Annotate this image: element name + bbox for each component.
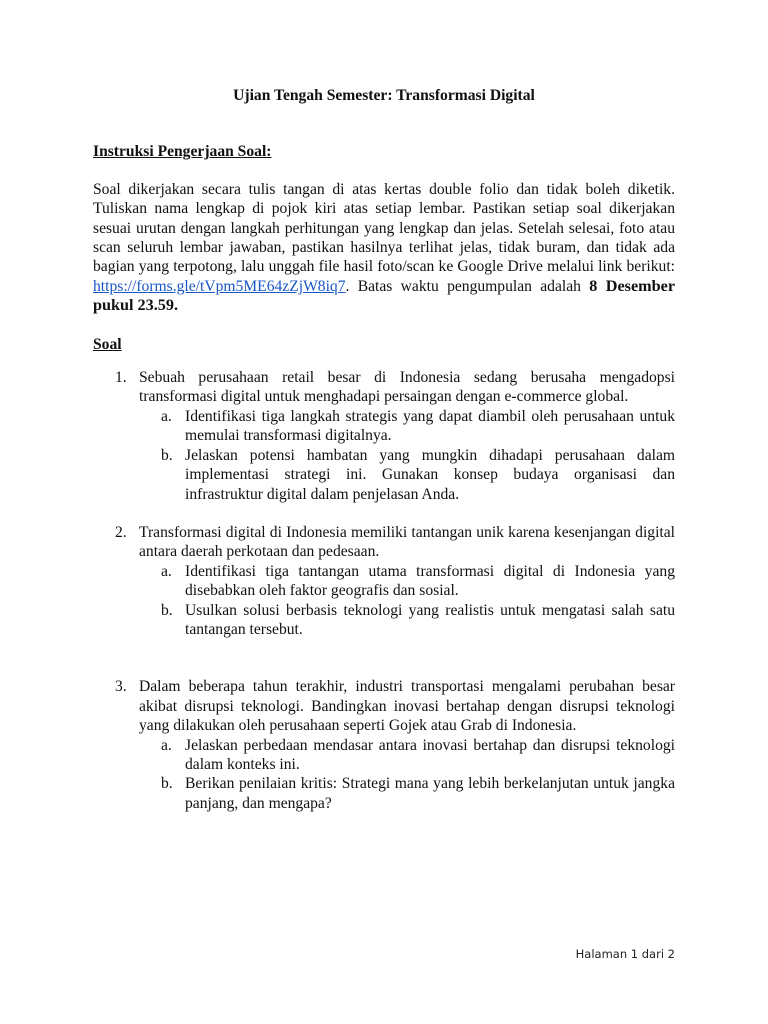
instructions-paragraph (93, 180, 675, 316)
page-number-footer: Halaman 1 dari 2 (575, 947, 675, 961)
instructions-heading: Instruksi Pengerjaan Soal: (93, 143, 272, 161)
deadline-text: 8 Desember pukul 23.59. (93, 276, 676, 315)
sub-question-letter: b. (161, 446, 173, 464)
sub-question-list (139, 562, 675, 640)
sub-question-letter: a. (161, 736, 172, 754)
sub-question-letter: b. (161, 601, 173, 619)
sub-question-text: Jelaskan perbedaan mendasar antara inovasi bertahap dan disrupsi teknologi dalam konteks ini. (185, 736, 675, 773)
instructions-text-before-link: Soal dikerjakan secara tulis tangan di atas kertas double folio dan tidak boleh diketik. Tuliskan nama lengkap di pojok kiri atas setiap lembar. Pastikan setiap soal dikerjakan sesuai urutan dengan langkah perhitungan yang lengkap dan jelas. Setelah selesai, foto atau scan seluruh lembar jawaban, pastikan hasilnya terlihat jelas, tidak buram, dan tidak ada bagian yang terpotong, lalu unggah file hasil foto/scan ke Google Drive melalui link berikut: (93, 180, 675, 276)
sub-question-1b (139, 446, 675, 504)
question-number: 2. (115, 523, 127, 541)
sub-question-list (139, 736, 675, 814)
sub-question-letter: b. (161, 775, 173, 793)
question-number: 3. (115, 678, 127, 696)
submission-link[interactable]: https://forms.gle/tVpm5ME64zZjW8iq7 (93, 277, 346, 295)
sub-question-2b (139, 601, 675, 640)
question-text: Transformasi digital di Indonesia memiliki tantangan unik karena kesenjangan digital antara daerah perkotaan dan pedesaan. (139, 523, 675, 561)
sub-question-list (139, 407, 675, 504)
question-1 (93, 368, 675, 504)
question-text: Dalam beberapa tahun terakhir, industri transportasi mengalami perubahan besar akibat disrupsi teknologi. Bandingkan inovasi bertahap dengan disrupsi teknologi yang dilakukan oleh perusahaan seperti Gojek atau Grab di Indonesia. (139, 678, 675, 735)
document-body (93, 86, 675, 813)
sub-question-1a (139, 407, 675, 446)
instructions-text-after-link: . Batas waktu pengumpulan adalah (345, 277, 590, 295)
sub-question-letter: a. (161, 407, 172, 425)
sub-question-text: Usulkan solusi berbasis teknologi yang realistis untuk mengatasi salah satu tantangan tersebut. (185, 601, 675, 638)
sub-question-letter: a. (161, 562, 172, 580)
question-list (93, 368, 675, 813)
sub-question-text: Berikan penilaian kritis: Strategi mana yang lebih berkelanjutan untuk jangka panjang, dan mengapa? (185, 775, 675, 812)
sub-question-text: Identifikasi tiga tantangan utama transformasi digital di Indonesia yang disebabkan oleh faktor geografis dan sosial. (185, 562, 675, 600)
sub-question-3b (139, 774, 675, 813)
question-3 (93, 677, 675, 813)
sub-question-text: Identifikasi tiga langkah strategis yang dapat diambil oleh perusahaan untuk memulai transformasi digitalnya. (185, 407, 675, 445)
sub-question-3a (139, 736, 675, 775)
sub-question-2a (139, 562, 675, 601)
document-title: Ujian Tengah Semester: Transformasi Digital (233, 87, 535, 104)
question-text: Sebuah perusahaan retail besar di Indonesia sedang berusaha mengadopsi transformasi digital untuk menghadapi persaingan dengan e-commerce global. (139, 369, 675, 406)
question-number: 1. (115, 369, 127, 387)
soal-heading: Soal (93, 335, 122, 353)
question-2 (93, 523, 675, 639)
sub-question-text: Jelaskan potensi hambatan yang mungkin dihadapi perusahaan dalam implementasi strategi ini. Gunakan konsep budaya organisasi dan infrastruktur digital dalam penjelasan Anda. (185, 446, 675, 503)
